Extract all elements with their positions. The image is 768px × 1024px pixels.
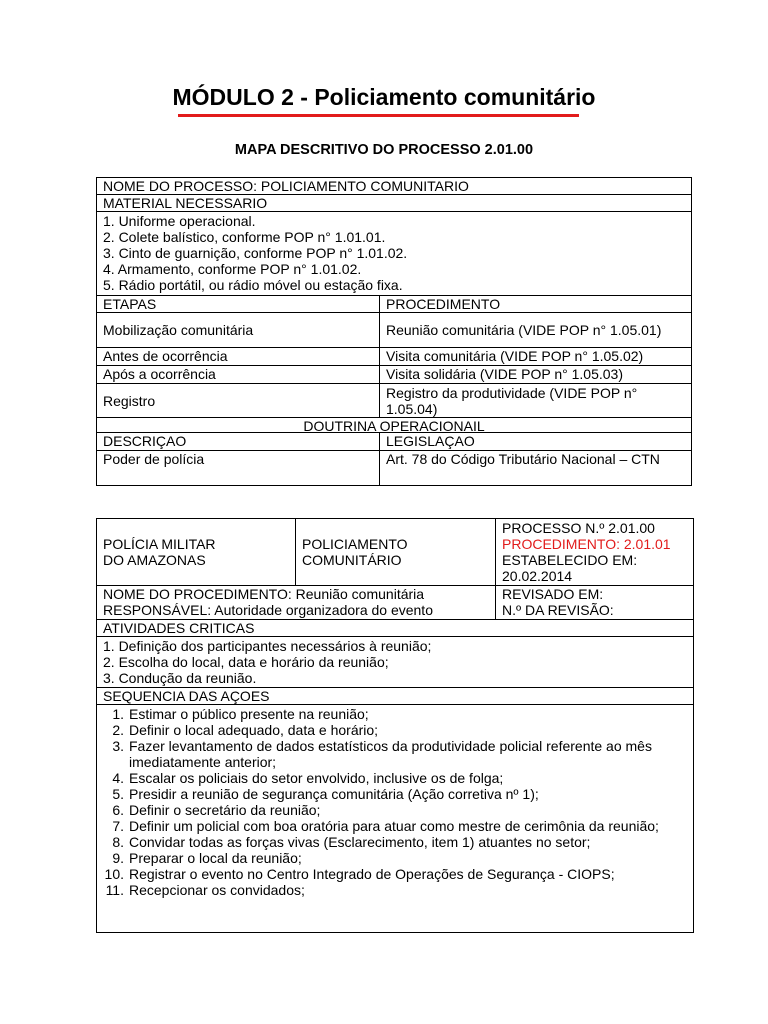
- item-number: 9.: [112, 850, 124, 866]
- process-name-cell: NOME DO PROCESSO: POLICIAMENTO COMUNITARIO: [97, 178, 692, 195]
- material-item: 2. Colete balístico, conforme POP n° 1.01.01.: [103, 229, 386, 245]
- material-item: 4. Armamento, conforme POP n° 1.01.02.: [103, 261, 362, 277]
- sequence-header: SEQUENCIA DAS AÇOES: [97, 688, 694, 705]
- org-name-line: POLÍCIA MILITAR: [103, 536, 216, 552]
- item-number: 11.: [105, 882, 124, 898]
- page-title: MÓDULO 2 - Policiamento comunitário: [172, 84, 596, 110]
- list-item: 1. Definição dos participantes necessários à reunião;: [103, 638, 432, 654]
- critical-list: [97, 637, 694, 688]
- list-item: [97, 802, 693, 818]
- actions-cell: [97, 705, 694, 933]
- steps-header: ETAPAS: [97, 296, 380, 313]
- process-map-table: [96, 177, 692, 434]
- item-number: 1.: [112, 706, 124, 722]
- item-number: 10.: [104, 866, 124, 882]
- step-cell: Após a ocorrência: [97, 366, 380, 384]
- org-name-line: DO AMAZONAS: [103, 552, 206, 568]
- item-text: Preparar o local da reunião;: [129, 850, 302, 866]
- list-item: [97, 818, 693, 834]
- revised-date: REVISADO EM:: [502, 586, 604, 602]
- procedure-name-cell: [97, 586, 496, 620]
- actions-list: [97, 705, 693, 898]
- pop-table: [96, 518, 694, 933]
- process-info-cell: [496, 519, 694, 586]
- step-cell: Antes de ocorrência: [97, 348, 380, 366]
- step-cell: Mobilização comunitária: [97, 313, 380, 348]
- materials-list: [97, 212, 692, 296]
- title-underline: [178, 114, 579, 117]
- material-item: 3. Cinto de guarnição, conforme POP n° 1.01.02.: [103, 245, 408, 261]
- doctrine-table: [96, 432, 692, 486]
- list-item: 3. Condução da reunião.: [103, 670, 257, 686]
- list-item: [97, 850, 693, 866]
- material-item: 1. Uniforme operacional.: [103, 213, 256, 229]
- revision-number: N.º DA REVISÃO:: [502, 602, 614, 618]
- item-number: 6.: [112, 802, 124, 818]
- process-number: PROCESSO N.º 2.01.00: [502, 520, 655, 536]
- item-text: Definir o secretário da reunião;: [129, 802, 321, 818]
- procedure-cell: Reunião comunitária (VIDE POP n° 1.05.01): [380, 313, 692, 348]
- list-item: [97, 882, 693, 898]
- procedure-header: PROCEDIMENTO: [380, 296, 692, 313]
- item-number: 7.: [112, 818, 124, 834]
- item-text: Fazer levantamento de dados estatísticos da produtividade policial referente ao mês imediatamente anterior;: [129, 738, 652, 770]
- item-text: Definir um policial com boa oratória para atuar como mestre de cerimônia da reunião;: [129, 818, 659, 834]
- established-date: ESTABELECIDO EM: 20.02.2014: [502, 552, 638, 584]
- page-subtitle: MAPA DESCRITIVO DO PROCESSO 2.01.00: [234, 142, 534, 158]
- table-row: [97, 384, 692, 418]
- list-item: [97, 770, 693, 786]
- list-item: [97, 866, 693, 882]
- procedure-name: NOME DO PROCEDIMENTO: Reunião comunitária: [103, 586, 425, 602]
- list-item: [97, 706, 693, 722]
- procedure-cell: Visita solidária (VIDE POP n° 1.05.03): [380, 366, 692, 384]
- topic-line: POLICIAMENTO: [302, 536, 408, 552]
- item-number: 3.: [112, 738, 124, 754]
- procedure-cell: Registro da produtividade (VIDE POP n° 1.05.04): [380, 384, 692, 418]
- item-number: 5.: [112, 786, 124, 802]
- item-text: Definir o local adequado, data e horário;: [129, 722, 379, 738]
- table-row: [97, 366, 692, 384]
- material-item: 5. Rádio portátil, ou rádio móvel ou estação fixa.: [103, 277, 403, 293]
- description-header: DESCRIÇAO: [97, 433, 380, 451]
- item-text: Recepcionar os convidados;: [129, 882, 305, 898]
- list-item: [97, 834, 693, 850]
- step-cell: Registro: [97, 384, 380, 418]
- description-cell: Poder de polícia: [97, 451, 380, 486]
- doctrine-header: DOUTRINA OPERACIONAIL: [97, 418, 692, 435]
- list-item: 2. Escolha do local, data e horário da reunião;: [103, 654, 389, 670]
- legislation-header: LEGISLAÇAO: [380, 433, 692, 451]
- item-number: 2.: [112, 722, 124, 738]
- item-text: Estimar o público presente na reunião;: [129, 706, 369, 722]
- critical-header: ATIVIDADES CRITICAS: [97, 620, 694, 637]
- material-header: MATERIAL NECESSARIO: [97, 195, 692, 212]
- list-item: [97, 738, 693, 770]
- responsible: RESPONSÁVEL: Autoridade organizadora do evento: [103, 602, 433, 618]
- item-text: Registrar o evento no Centro Integrado de Operações de Segurança - CIOPS;: [129, 866, 615, 882]
- org-cell: [97, 519, 296, 586]
- table-row: [97, 313, 692, 348]
- procedure-cell: Visita comunitária (VIDE POP n° 1.05.02): [380, 348, 692, 366]
- revision-cell: [496, 586, 694, 620]
- item-number: 8.: [112, 834, 124, 850]
- legislation-cell: Art. 78 do Código Tributário Nacional – CTN: [380, 451, 692, 486]
- topic-cell: [296, 519, 496, 586]
- item-number: 4.: [112, 770, 124, 786]
- table-row: [97, 348, 692, 366]
- item-text: Convidar todas as forças vivas (Esclarecimento, item 1) atuantes no setor;: [129, 834, 591, 850]
- item-text: Presidir a reunião de segurança comunitária (Ação corretiva nº 1);: [129, 786, 539, 802]
- procedure-number: PROCEDIMENTO: 2.01.01: [502, 536, 671, 552]
- list-item: [97, 722, 693, 738]
- item-text: Escalar os policiais do setor envolvido, inclusive os de folga;: [129, 770, 504, 786]
- list-item: [97, 786, 693, 802]
- topic-line: COMUNITÁRIO: [302, 552, 402, 568]
